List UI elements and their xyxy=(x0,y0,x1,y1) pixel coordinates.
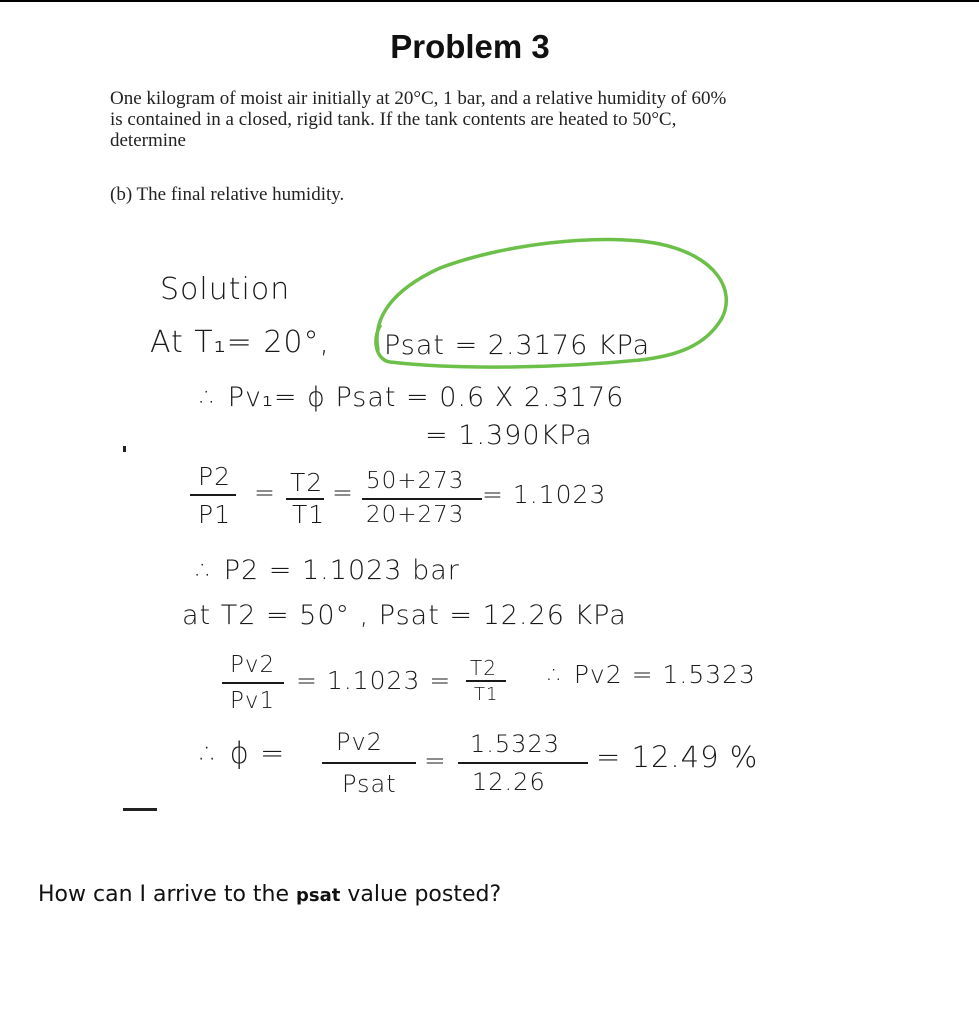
ratio1-t1: T1 xyxy=(292,500,326,529)
phi-num: Pv2 xyxy=(336,728,383,756)
ratio2-pv2: Pv2 xyxy=(230,652,276,678)
phi-eq: = xyxy=(424,746,447,776)
ratio2-t2: T2 xyxy=(470,656,497,680)
solution-line-p2: ∴ P2 = 1.1023 bar xyxy=(196,555,460,586)
ratio2-pv1: Pv1 xyxy=(230,688,276,714)
question-text xyxy=(38,882,501,907)
ratio2-t1: T1 xyxy=(474,684,499,705)
problem-line-1: One kilogram of moist air initially at 20°C, 1 bar, and a relative humidity of 60% xyxy=(110,88,727,109)
question-post: value posted? xyxy=(340,882,502,907)
green-circle-highlight xyxy=(376,239,726,367)
problem-part-b: (b) The final relative humidity. xyxy=(110,184,345,205)
ratio1-result: = 1.1023 xyxy=(482,480,607,509)
problem-title: Problem 3 xyxy=(390,28,550,65)
solution-heading: Solution xyxy=(160,272,291,307)
problem-line-3: determine xyxy=(110,130,186,151)
ratio1-t2: T2 xyxy=(290,468,324,497)
solution-line-pv1: ∴ Pv₁= ϕ Psat = 0.6 X 2.3176 xyxy=(200,382,625,413)
phi-den: Psat xyxy=(342,770,397,798)
circled-psat: Psat = 2.3176 KPa xyxy=(384,330,651,361)
ratio2-mid: = 1.1023 = xyxy=(296,666,452,695)
ratio2-result: ∴ Pv2 = 1.5323 xyxy=(548,660,756,689)
ratio1-num: 50+273 xyxy=(366,468,465,494)
ratio1-eq-2: = xyxy=(332,478,354,507)
solution-line-pv1-result: = 1.390KPa xyxy=(425,420,593,451)
problem-line-2: is contained in a closed, rigid tank. If the tank contents are heated to 50°C, xyxy=(110,109,677,130)
phi-label: ∴ ϕ = xyxy=(200,736,286,770)
ratio1-p1: P1 xyxy=(198,500,231,529)
ratio1-den: 20+273 xyxy=(366,502,465,528)
solution-line-t2: at T2 = 50° , Psat = 12.26 KPa xyxy=(182,600,627,631)
question-bold: psat xyxy=(296,885,341,906)
phi-den2: 12.26 xyxy=(472,768,546,796)
solution-line-t1: At T₁= 20°, xyxy=(150,325,331,360)
ratio1-p2: P2 xyxy=(198,462,231,491)
phi-result: = 12.49 % xyxy=(596,740,759,774)
phi-num2: 1.5323 xyxy=(470,730,560,758)
question-pre: How can I arrive to the xyxy=(38,882,297,907)
ratio1-eq-1: = xyxy=(254,478,276,507)
